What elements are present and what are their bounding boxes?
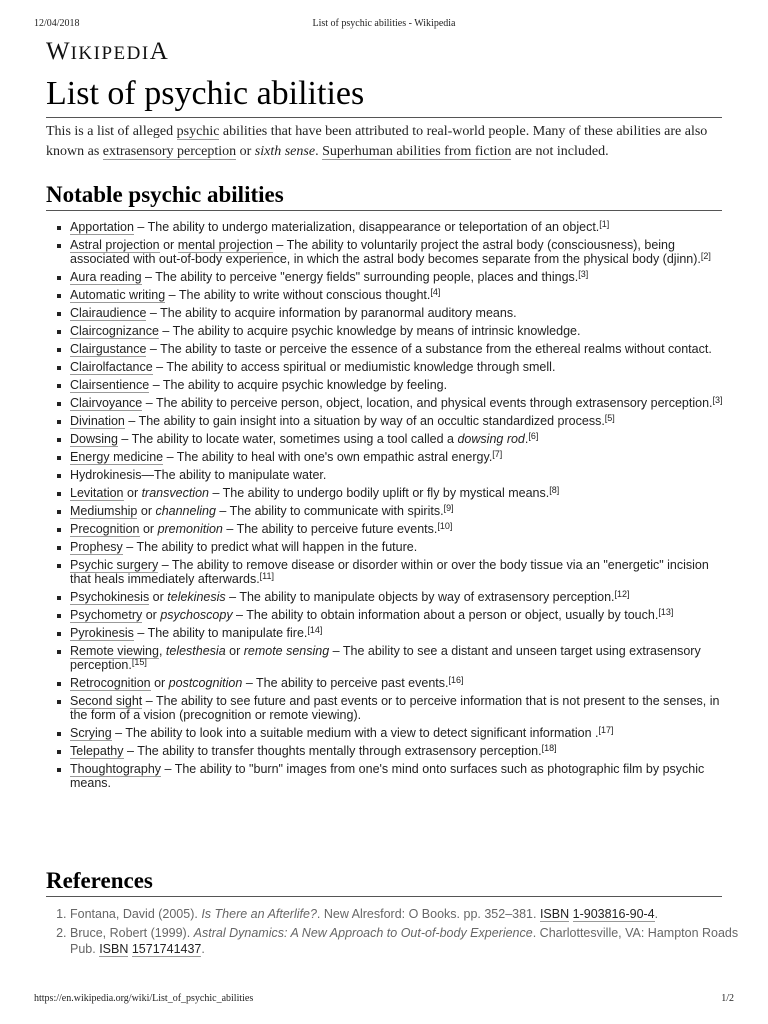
citation-link[interactable]: [4]: [430, 287, 441, 297]
ability-connector: or: [139, 522, 158, 536]
list-item: [46, 522, 726, 536]
citation-link[interactable]: [3]: [578, 269, 589, 279]
ref-book-title: Astral Dynamics: A New Approach to Out-of-body Experience: [193, 926, 533, 940]
print-url: https://en.wikipedia.org/wiki/List_of_psychic_abilities: [34, 993, 254, 1004]
ability-alt-name: channeling: [155, 504, 216, 518]
ability-link[interactable]: Precognition: [70, 522, 140, 536]
list-item: [46, 432, 726, 446]
citation-link[interactable]: [8]: [549, 485, 560, 495]
citation-link[interactable]: [17]: [598, 725, 614, 735]
citation-link[interactable]: [11]: [259, 571, 275, 581]
isbn-link[interactable]: ISBN: [539, 907, 570, 921]
list-item: [46, 608, 726, 622]
list-item: [46, 378, 726, 392]
ability-description: – The ability to write without conscious thought.: [165, 288, 431, 302]
ref-author: Bruce, Robert (1999).: [70, 926, 194, 940]
list-item: [46, 288, 726, 302]
list-item: [46, 450, 726, 464]
list-item: [46, 342, 726, 356]
ref-end: .: [201, 942, 205, 956]
ability-link[interactable]: Levitation: [70, 486, 124, 500]
reference-item: [70, 925, 750, 957]
ability-link[interactable]: Apportation: [70, 220, 134, 234]
ref-publisher: . Charlottesville, VA: Hampton Roads Pub.: [70, 926, 739, 956]
ability-link[interactable]: Thoughtography: [70, 762, 162, 776]
print-doc-title: List of psychic abilities - Wikipedia: [312, 18, 456, 29]
ability-link[interactable]: Energy medicine: [70, 450, 164, 464]
citation-link[interactable]: [2]: [700, 251, 711, 261]
citation-link[interactable]: [5]: [604, 413, 615, 423]
citation-link[interactable]: [3]: [712, 395, 723, 405]
list-item: [46, 540, 726, 554]
ability-link[interactable]: Psychokinesis: [70, 590, 150, 604]
ref-publisher: . New Alresford: O Books. pp. 352–381.: [316, 907, 540, 921]
ability-alt-name: telekinesis: [167, 590, 226, 604]
ability-description: – The ability to locate water, sometimes using a tool called a: [117, 432, 458, 446]
citation-link[interactable]: [14]: [307, 625, 323, 635]
ability-link[interactable]: Psychic surgery: [70, 558, 159, 572]
ability-description: – The ability to taste or perceive the essence of a substance from the ethereal realms without contact.: [146, 342, 712, 356]
reference-item: [70, 906, 750, 922]
ability-link[interactable]: Clairvoyance: [70, 396, 143, 410]
list-item: [46, 626, 726, 640]
link-esp[interactable]: extrasensory perception: [102, 144, 237, 159]
ability-link[interactable]: Astral projection: [70, 238, 160, 252]
ability-alt-link[interactable]: mental projection: [177, 238, 273, 252]
ability-description: – The ability to see a distant and unseen target using extrasensory perception.: [70, 644, 701, 672]
ability-connector: or: [149, 590, 168, 604]
ability-description: – The ability to see future and past events or to perceive information that is not present to the senses, in the form of a vision (precognition or remote viewing).: [70, 694, 720, 722]
link-psychic[interactable]: psychic: [176, 124, 220, 139]
ability-link[interactable]: Clairolfactance: [70, 360, 153, 374]
ability-link[interactable]: Psychometry: [70, 608, 143, 622]
isbn-link[interactable]: ISBN: [99, 942, 129, 956]
ability-description: .: [524, 432, 529, 446]
ability-link[interactable]: Clairaudience: [70, 306, 147, 320]
ability-link[interactable]: Automatic writing: [70, 288, 166, 302]
list-item: [46, 726, 726, 740]
abilities-list: [46, 220, 726, 794]
isbn-number-link[interactable]: 1571741437: [131, 942, 202, 956]
ability-description: – The ability to "burn" images from one's mind onto surfaces such as photographic film by psychic means.: [70, 762, 705, 790]
list-item: [46, 306, 726, 320]
print-footer: [0, 993, 768, 1007]
ability-link[interactable]: Remote viewing: [70, 644, 159, 658]
list-item: [46, 694, 726, 722]
ability-description: – The ability to perceive past events.: [242, 676, 449, 690]
ability-description: – The ability to acquire psychic knowledge by feeling.: [149, 378, 448, 392]
ability-connector: or: [150, 676, 169, 690]
intro-paragraph: This is a list of alleged psychic abilities that have been attributed to real-world people. Many of these abilities are also known as extrasensory perception or sixth sense. Superhuman abilities from fiction are not included.: [46, 124, 708, 159]
list-item: [46, 590, 726, 604]
list-item: [46, 504, 726, 518]
ability-description: – The ability to access spiritual or mediumistic knowledge through smell.: [152, 360, 556, 374]
ability-link[interactable]: Mediumship: [70, 504, 138, 518]
ability-description: – The ability to transfer thoughts mentally through extrasensory perception.: [123, 744, 542, 758]
ability-text: Hydrokinesis—The ability to manipulate water.: [70, 468, 327, 482]
ability-alt-name: postcognition: [168, 676, 243, 690]
list-item: [46, 238, 726, 266]
ability-description: – The ability to manipulate objects by way of extrasensory perception.: [225, 590, 615, 604]
ability-connector: or: [137, 504, 156, 518]
ability-link[interactable]: Retrocognition: [70, 676, 151, 690]
citation-link[interactable]: [12]: [614, 589, 630, 599]
ability-description: – The ability to gain insight into a situation by way of an occultic standardized process.: [124, 414, 605, 428]
ability-link[interactable]: Claircognizance: [70, 324, 159, 338]
references-list: [46, 906, 750, 960]
list-item: [46, 396, 726, 410]
wikipedia-logo[interactable]: WIKIPEDIA: [46, 38, 169, 65]
print-header: [0, 18, 768, 32]
ability-description: – The ability to heal with one's own empathic astral energy.: [163, 450, 493, 464]
ability-description: – The ability to perceive future events.: [222, 522, 438, 536]
ability-connector: or: [159, 238, 178, 252]
list-item: [46, 220, 726, 234]
ability-link[interactable]: Telepathy: [70, 744, 124, 758]
ability-description: – The ability to predict what will happen in the future.: [122, 540, 418, 554]
ability-description: – The ability to perceive person, object, location, and physical events through extrasensory perception.: [142, 396, 713, 410]
ability-link[interactable]: Dowsing: [70, 432, 118, 446]
list-item: [46, 414, 726, 428]
ability-description: – The ability to undergo materialization, disappearance or teleportation of an object.: [133, 220, 600, 234]
ability-connector: or: [225, 644, 244, 658]
ability-link[interactable]: Pyrokinesis: [70, 626, 134, 640]
ability-description: – The ability to perceive "energy fields" surrounding people, places and things.: [141, 270, 579, 284]
section-heading-references: References: [46, 866, 722, 897]
ability-link[interactable]: Scrying: [70, 726, 112, 740]
page-title: List of psychic abilities: [46, 72, 722, 118]
ability-alt-name: remote sensing: [243, 644, 330, 658]
citation-link[interactable]: [1]: [599, 219, 610, 229]
ability-link[interactable]: Second sight: [70, 694, 143, 708]
list-item: [46, 558, 726, 586]
ability-alt-name: premonition: [157, 522, 223, 536]
ability-link[interactable]: Aura reading: [70, 270, 142, 284]
list-item: [46, 486, 726, 500]
ability-description: – The ability to remove disease or disorder within or over the body tissue via an "energetic" incision that heals immediately afterwards.: [70, 558, 709, 586]
ability-description: – The ability to look into a suitable medium with a view to detect significant information .: [111, 726, 599, 740]
ref-author: Fontana, David (2005).: [70, 907, 202, 921]
isbn-number-link[interactable]: 1-903816-90-4: [572, 907, 655, 921]
ref-end: .: [654, 907, 659, 921]
citation-link[interactable]: [13]: [658, 607, 674, 617]
citation-link[interactable]: [18]: [541, 743, 557, 753]
section-heading-abilities: Notable psychic abilities: [46, 180, 722, 211]
ability-description: – The ability to undergo bodily uplift or fly by mystical means.: [208, 486, 550, 500]
link-superhuman-fiction[interactable]: Superhuman abilities from fiction: [322, 144, 512, 159]
citation-link[interactable]: [16]: [448, 675, 464, 685]
ref-book-title: Is There an Afterlife?: [201, 907, 317, 921]
list-item: [46, 762, 726, 790]
print-page-number: 1/2: [721, 993, 734, 1004]
list-item: [46, 360, 726, 374]
citation-link[interactable]: [7]: [492, 449, 503, 459]
ability-description: – The ability to obtain information about a person or object, usually by touch.: [232, 608, 659, 622]
list-item: [46, 644, 726, 672]
ability-link[interactable]: Prophesy: [70, 540, 123, 554]
ability-link[interactable]: Clairsentience: [70, 378, 150, 392]
ability-connector: ,: [158, 644, 166, 658]
print-date: 12/04/2018: [34, 18, 80, 29]
citation-link[interactable]: [6]: [528, 431, 539, 441]
ability-italic: dowsing rod: [457, 432, 525, 446]
list-item: [46, 744, 726, 758]
ability-alt-name: transvection: [141, 486, 209, 500]
ability-alt-name: telesthesia: [165, 644, 226, 658]
citation-link[interactable]: [10]: [437, 521, 453, 531]
list-item: [46, 676, 726, 690]
ability-description: – The ability to acquire information by paranormal auditory means.: [146, 306, 517, 320]
ability-description: – The ability to voluntarily project the astral body (consciousness), being associated with out-of-body experience, in which the astral body becomes separate from the physical body (djinn).: [70, 238, 701, 266]
citation-link[interactable]: [15]: [131, 657, 147, 667]
ability-alt-name: psychoscopy: [160, 608, 233, 622]
ability-connector: or: [123, 486, 142, 500]
list-item: [46, 270, 726, 284]
ability-connector: or: [142, 608, 161, 622]
list-item: [46, 468, 726, 482]
ability-description: – The ability to manipulate fire.: [133, 626, 308, 640]
ability-description: – The ability to communicate with spirits.: [215, 504, 444, 518]
list-item: [46, 324, 726, 338]
citation-link[interactable]: [9]: [443, 503, 454, 513]
ability-link[interactable]: Divination: [70, 414, 125, 428]
ability-description: – The ability to acquire psychic knowledge by means of intrinsic knowledge.: [158, 324, 581, 338]
ability-link[interactable]: Clairgustance: [70, 342, 147, 356]
